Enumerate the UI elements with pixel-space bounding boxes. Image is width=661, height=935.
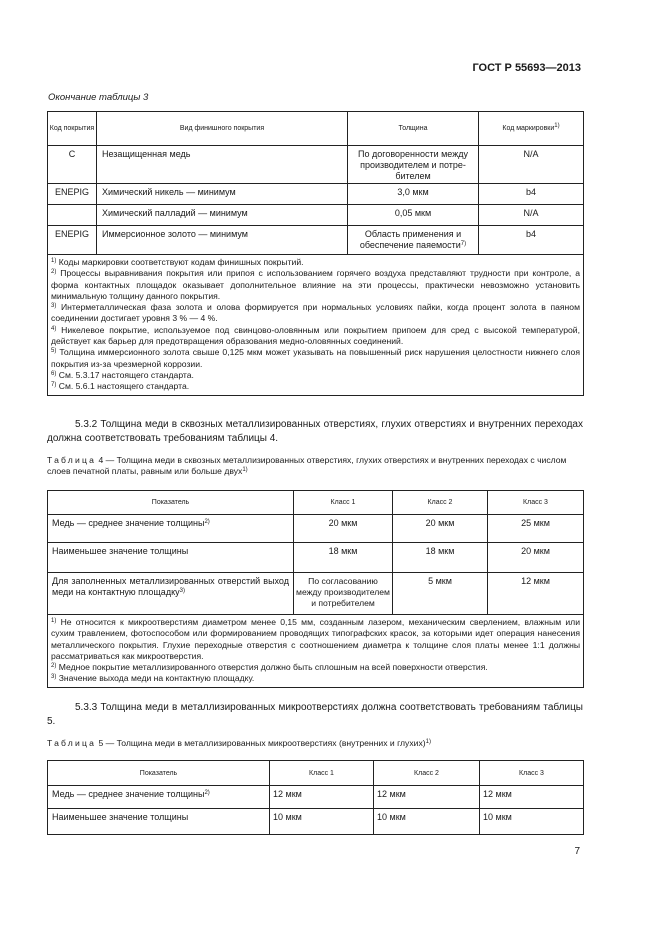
footnote: $^{2)}$ Процессы выравнивания покрытия или припоя с использованием горячего воздуха представляют трудности при контроле, а форма контактных площадок оказывает дополнительное влияние на эти процессы, практически невозможно установить минимальную толщину данного покрытия. — [51, 268, 580, 301]
table3-header-type: Вид финишного покрытия — [97, 112, 348, 146]
table-row: Химический палладий — минимум 0,05 мкм N/A — [48, 205, 584, 226]
footnote: $^{1)}$ Не относится к микроотверстиям диаметром менее 0,15 мм, созданным лазером, механическим сверлением, влажным или сухим травлением, фотоспособом или формированием проводящих типографских красок, за которыми идет операция нанесения металлического покрытия. Глухие переходные отверстия с соотношением диаметра к толщине слоя платы менее 1:1 должны рассматриваться как микроотверстия. — [51, 617, 580, 661]
table-row: Наименьшее значение толщины 18 мкм 18 мкм 20 мкм — [48, 543, 584, 573]
table-row: Для заполненных металлизированных отверстий выход меди на контактную площадку$^{3)}$ По согласованию между производителем и потребителем 5 мкм 12 мкм — [48, 573, 584, 615]
table4-header-class1: Класс 1 — [294, 491, 393, 515]
table5-header-class3: Класс 3 — [480, 761, 584, 786]
footnote: $^{3)}$ Значение выхода меди на контактную площадку. — [51, 673, 255, 684]
table-row: Наименьшее значение толщины 10 мкм 10 мкм 10 мкм — [48, 809, 584, 835]
table-row: Медь — среднее значение толщины$^{2)}$ 20 мкм 20 мкм 25 мкм — [48, 515, 584, 543]
page-number: 7 — [574, 846, 580, 857]
table3 — [47, 111, 584, 396]
table3-header-thickness: Толщина — [348, 112, 479, 146]
footnote: $^{1)}$ Коды маркировки соответствуют кодам финишных покрытий. — [51, 257, 304, 267]
table-row: ENEPIG Иммерсионное золото — минимум Область применения и обеспечение паяемости$^{7)}$ b4 — [48, 226, 584, 255]
table4-header-indicator: Показатель — [48, 491, 294, 515]
table3-caption: Окончание таблицы 3 — [48, 92, 149, 103]
table4-header-class2: Класс 2 — [393, 491, 488, 515]
table4-notes — [48, 615, 584, 688]
table5-header-class2: Класс 2 — [374, 761, 480, 786]
table3-header-marking: Код маркировки$^{1)}$ — [479, 112, 584, 146]
table-row: Медь — среднее значение толщины$^{2)}$ 12 мкм 12 мкм 12 мкм — [48, 786, 584, 809]
table4-header-class3: Класс 3 — [488, 491, 584, 515]
paragraph-5-3-2: 5.3.2 Толщина меди в сквозных металлизированных отверстиях, глухих отверстиях и внутренних переходах должна соответствовать требованиям таблицы 4. — [47, 419, 583, 444]
table5-header-class1: Класс 1 — [270, 761, 374, 786]
table3-header-code: Код покрытия — [48, 112, 97, 146]
table3-notes — [48, 255, 584, 396]
table-row: ENEPIG Химический никель — минимум 3,0 мкм b4 — [48, 184, 584, 205]
footnote: $^{5)}$ Толщина иммерсионного золота свыше 0,125 мкм может указывать на повышенный риск нарушения целостности нижнего слоя покрытия из-за чрезмерной коррозии. — [51, 347, 580, 369]
footnote: $^{7)}$ См. 5.6.1 настоящего стандарта. — [51, 381, 190, 392]
table-row: С Незащищенная медь По договоренности между производителем и потребителем N/A — [48, 146, 584, 184]
table5-caption: Таблица 5 — Толщина меди в металлизированных микроотверстиях (внутренних и глухих)$^{1)}$ — [47, 738, 431, 748]
table5 — [47, 760, 584, 835]
table4-caption: Таблица 4 — Толщина меди в сквозных металлизированных отверстиях, глухих отверстиях и внутренних переходах с числом слоев печатной платы, равным или больше двух$^{1)}$ — [47, 455, 567, 476]
table5-header-indicator: Показатель — [48, 761, 270, 786]
footnote: $^{6)}$ См. 5.3.17 настоящего стандарта. — [51, 369, 194, 380]
table4 — [47, 490, 584, 688]
document-code: ГОСТ Р 55693—2013 — [472, 62, 581, 74]
footnote: $^{3)}$ Интерметаллическая фаза золота и олова формируется при нормальных условиях пайки, когда процент золота в паяном соединении достигает уровня 3 % — 4 %. — [51, 302, 580, 324]
footnote: $^{4)}$ Никелевое покрытие, используемое под свинцово-оловянным или покрытием припоем для сред с высокой температурой, действует как барьер для предотвращения образования медно-оловянных соединений. — [51, 324, 580, 347]
paragraph-5-3-3: 5.3.3 Толщина меди в металлизированных микроотверстиях должна соответствовать требованиям таблицы 5. — [47, 702, 583, 727]
footnote: $^{2)}$ Медное покрытие металлизированного отверстия должно быть сплошным на всей поверхности отверстия. — [51, 662, 488, 673]
